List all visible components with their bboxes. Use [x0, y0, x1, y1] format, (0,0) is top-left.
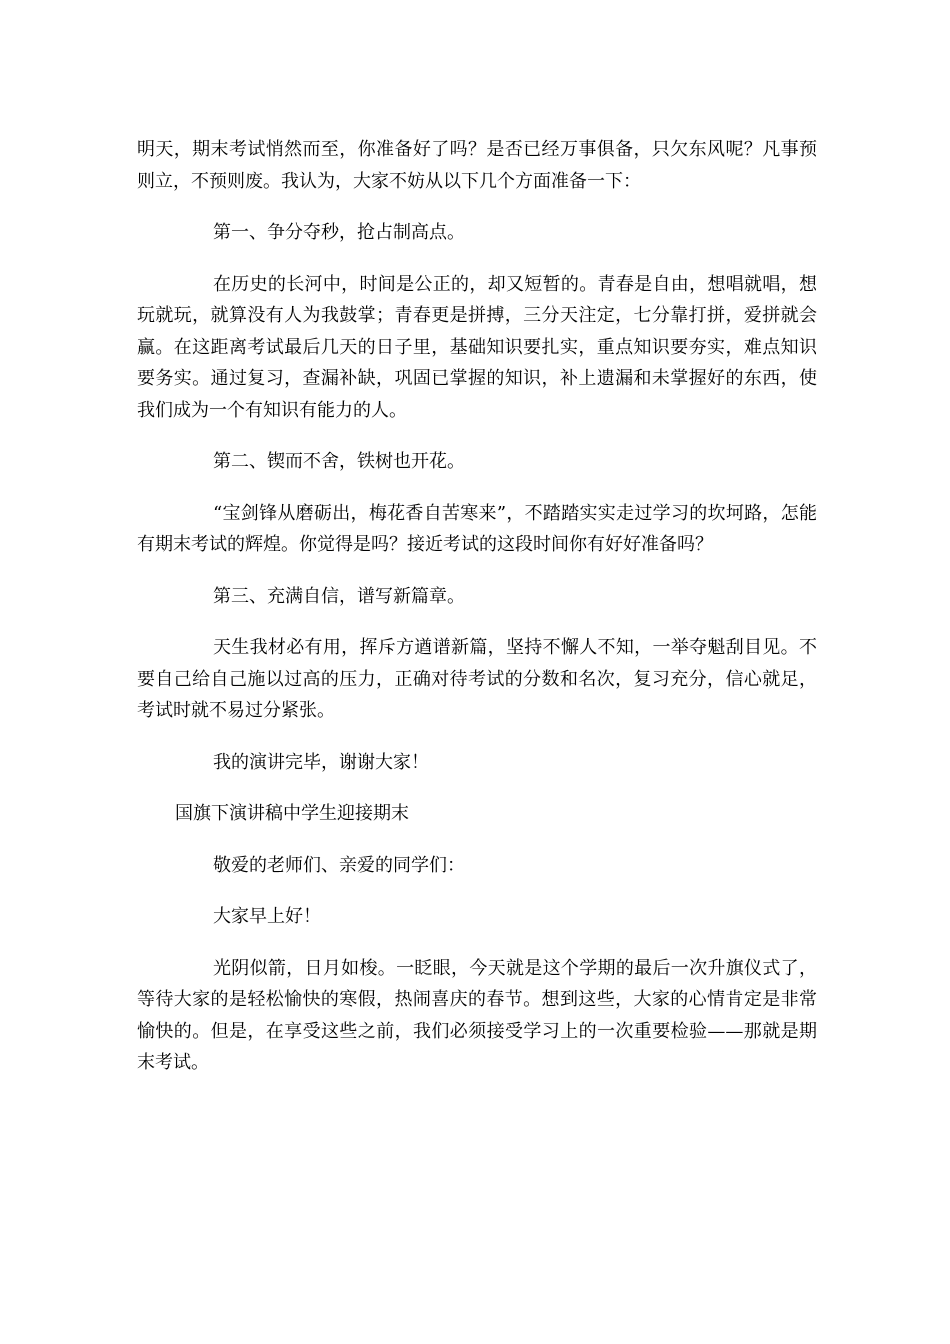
point-three-heading: 第三、充满自信，谱写新篇章。: [213, 585, 465, 607]
salutation: 敬爱的老师们、亲爱的同学们：: [213, 854, 465, 876]
speech-title: 国旗下演讲稿中学生迎接期末: [175, 803, 409, 824]
greeting: 大家早上好！: [213, 906, 321, 927]
document-body: [137, 134, 817, 1099]
intro-paragraph: 明天，期末考试悄然而至，你准备好了吗？是否已经万事俱备，只欠东风呢？凡事预则立，不预则废。我认为，大家不妨从以下几个方面准备一下：: [137, 139, 817, 192]
point-three-paragraph: 天生我材必有用，挥斥方遒谱新篇，坚持不懈人不知，一举夺魁刮目见。不要自己给自己施以过高的压力，正确对待考试的分数和名次，复习充分，信心就足，考试时就不易过分紧张。: [137, 637, 817, 721]
opening-paragraph: 光阴似箭，日月如梭。一眨眼，今天就是这个学期的最后一次升旗仪式了，等待大家的是轻松愉快的寒假，热闹喜庆的春节。想到这些，大家的心情肯定是非常愉快的。但是，在享受这些之前，我们必须接受学习上的一次重要检验——那就是期末考试。: [137, 957, 817, 1073]
point-one-paragraph: 在历史的长河中，时间是公正的，却又短暂的。青春是自由，想唱就唱，想玩就玩，就算没有人为我鼓掌；青春更是拼搏，三分天注定，七分靠打拼，爱拼就会赢。在这距离考试最后几天的日子里，基础知识要扎实，重点知识要夯实，难点知识要务实。通过复习，查漏补缺，巩固已掌握的知识，补上遗漏和未掌握好的东西，使我们成为一个有知识有能力的人。: [137, 273, 817, 421]
point-two-heading: 第二、锲而不舍，铁树也开花。: [213, 451, 465, 472]
closing-line: 我的演讲完毕，谢谢大家！: [213, 751, 429, 773]
point-two-paragraph: “宝剑锋从磨砺出，梅花香自苦寒来”，不踏踏实实走过学习的坎坷路，怎能有期末考试的辉煌。你觉得是吗？接近考试的这段时间你有好好准备吗？: [137, 502, 817, 555]
point-one-heading: 第一、争分夺秒，抢占制高点。: [213, 222, 465, 243]
